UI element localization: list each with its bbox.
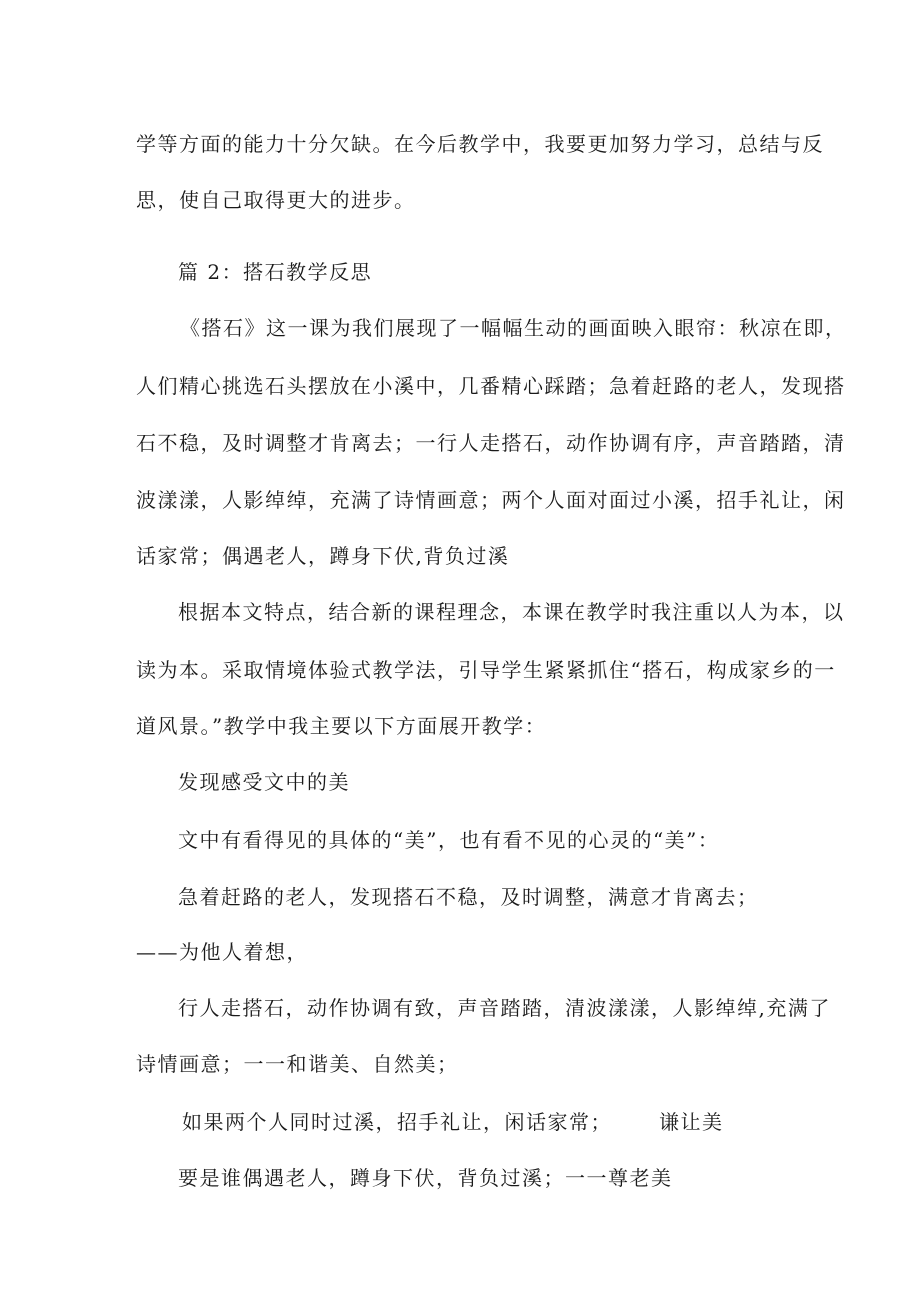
- paragraph-line: 学等方面的能力十分欠缺。在今后教学中，我要更加努力学习，总结与反: [136, 132, 824, 156]
- paragraph-line: 波漾漾，人影绰绰，充满了诗情画意；两个人面对面过小溪，招手礼让，闲: [136, 488, 846, 512]
- paragraph-line: 石不稳，及时调整才肯离去；一行人走搭石，动作协调有序，声音踏踏，清: [136, 431, 846, 455]
- paragraph-line: ——为他人着想，: [136, 940, 308, 964]
- paragraph-line: 根据本文特点，结合新的课程理念，本课在教学时我注重以人为本，以: [178, 600, 845, 624]
- paragraph-line: 话家常；偶遇老人，蹲身下伏,背负过溪: [136, 544, 510, 568]
- paragraph-line: 文中有看得见的具体的“美”，也有看不见的心灵的“美”：: [178, 828, 720, 852]
- paragraph-line: 行人走搭石，动作协调有致，声音踏踏，清波漾漾，人影绰绰,充满了: [178, 996, 831, 1020]
- paragraph-line: 急着赶路的老人，发现搭石不稳，及时调整，满意才肯离去；: [178, 885, 759, 909]
- section-heading: 篇 2：搭石教学反思: [178, 260, 373, 284]
- subheading: 发现感受文中的美: [178, 770, 350, 794]
- paragraph-line: 《搭石》这一课为我们展现了一幅幅生动的画面映入眼帘：秋凉在即，: [180, 316, 847, 340]
- paragraph-line: 要是谁偶遇老人，蹲身下伏，背负过溪；一一尊老美: [178, 1166, 673, 1190]
- annotation-label: 谦让美: [659, 1110, 724, 1134]
- paragraph-line: 道风景。”教学中我主要以下方面展开教学：: [136, 714, 547, 738]
- paragraph-line: 读为本。采取情境体验式教学法，引导学生紧紧抓住“搭石，构成家乡的一: [136, 658, 836, 682]
- paragraph-line: 人们精心挑选石头摆放在小溪中，几番精心踩踏；急着赶路的老人，发现搭: [136, 374, 846, 398]
- paragraph-line: 诗情画意；一一和谐美、自然美；: [136, 1052, 459, 1076]
- paragraph-line: 思，使自己取得更大的进步。: [136, 188, 416, 212]
- paragraph-line: 如果两个人同时过溪，招手礼让，闲话家常；: [182, 1110, 612, 1134]
